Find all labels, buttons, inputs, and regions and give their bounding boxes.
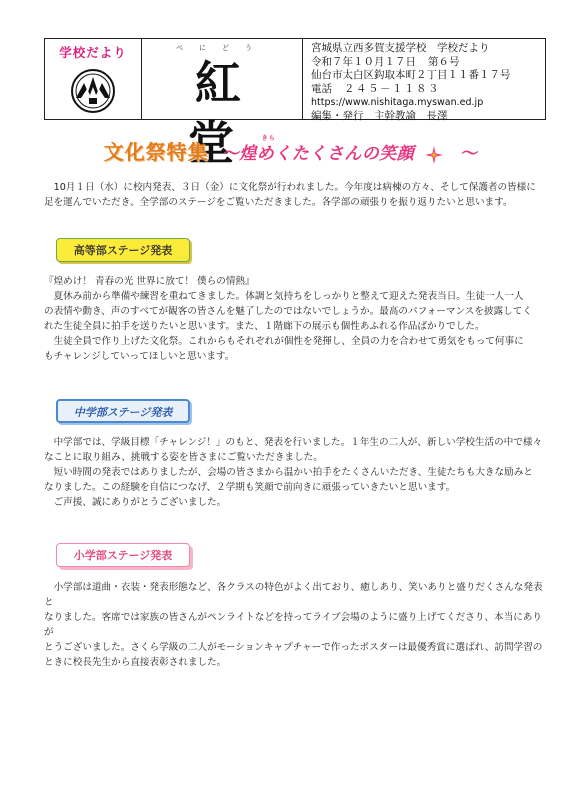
phone-label: 電話 bbox=[311, 82, 332, 95]
text-line: もチャレンジしていってほしいと思います。 bbox=[44, 351, 235, 362]
date-issue-row bbox=[311, 56, 545, 70]
text-line: 生徒全員で作り上げた文化祭。これからもそれぞれが個性を発揮し、全員の力を合わせて勇気をもって何事に bbox=[53, 336, 524, 347]
school-url[interactable]: https://www.nishitaga.myswan.ed.jp bbox=[311, 97, 484, 108]
middle-school-text bbox=[44, 435, 544, 510]
text-line: の表情や動き、声のすべてが観客の皆さんを魅了したのではないでしょうか。最高のパフォーマンスを披露してく bbox=[44, 306, 532, 317]
feature-subtitle-end: ～ bbox=[459, 144, 478, 164]
feature-title: 文化祭特集 bbox=[103, 140, 209, 164]
text-line: なりました。この経験を自信につなげ、２学期も笑顔で前向きに頑張っていきたいと思います。 bbox=[44, 482, 456, 493]
intro-line: 10月１日（水）に校内発表、３日（金）に文化祭が行われました。今年度は病棟の方々、そして保護者の皆様に bbox=[53, 182, 536, 193]
newsletter-title: 紅 堂 bbox=[188, 56, 263, 170]
feature-subtitle-text: ～煌めくたくさんの笑顔 bbox=[221, 144, 415, 164]
feature-subtitle bbox=[221, 135, 421, 164]
text-line: ときに校長先生から直接表彰されました。 bbox=[44, 657, 227, 668]
elementary-text bbox=[44, 580, 544, 670]
text-line: とうございました。さくら学級の二人がモーションキャプチャーで作ったポスターは最優秀賞に選ばれ、訪問学習の bbox=[44, 642, 543, 653]
intro-paragraph bbox=[44, 180, 544, 210]
high-school-text bbox=[44, 274, 544, 364]
section-label-elementary: 小学部ステージ発表 bbox=[56, 543, 190, 567]
editor: 編集・発行 主幹教諭 長澤 bbox=[311, 109, 448, 122]
phone-number: ２４５－１１８３ bbox=[344, 82, 440, 95]
intro-line: 足を運んでいただき、全学部のステージをご覧いただきました。各学部の頑張りを振り返りたいと思います。 bbox=[44, 197, 513, 208]
text-line: なりました。客席では家族の皆さんがペンライトなどを持ってライブ会場のように盛り上げてくださり、本当にありが bbox=[44, 612, 543, 638]
header-info bbox=[303, 39, 545, 122]
feature-heading bbox=[0, 136, 581, 165]
title-ruby: べにどう bbox=[176, 44, 268, 52]
sparkle-icon bbox=[425, 146, 443, 164]
issue-number: 第６号 bbox=[428, 55, 460, 68]
text-line: ご声援、誠にありがとうございました。 bbox=[53, 497, 227, 508]
section-label-high-school: 高等部ステージ発表 bbox=[56, 238, 190, 262]
text-line: 短い時間の発表ではありましたが、会場の皆さまから温かい拍手をたくさんいただき、生徒たちも大きな励みと bbox=[53, 467, 533, 478]
header-series-box bbox=[45, 39, 142, 119]
school-name: 宮城県立西多賀支援学校 学校だより bbox=[311, 42, 490, 54]
text-line: 『煌めけ！ 青春の光 世界に放て！ 僕らの情熱』 bbox=[44, 276, 255, 287]
phone-row bbox=[311, 83, 545, 97]
text-line: なことに取り組み、挑戦する姿を皆さまにご覧いただきました。 bbox=[44, 452, 323, 463]
issue-date: 令和７年１０月１７日 bbox=[311, 55, 416, 68]
kira-ruby: きら bbox=[261, 135, 276, 142]
school-address: 仙台市太白区鈎取本町２丁目１１番１７号 bbox=[311, 69, 511, 81]
text-line: 夏休み前から準備や練習を重ねてきました。体調と気持ちをしっかりと整えて迎えた発表当日。生徒一人一人 bbox=[53, 291, 524, 302]
series-name: 学校だより bbox=[59, 45, 127, 60]
text-line: 小学部は道曲・衣装・発表形態など、各クラスの特色がよく出ており、癒しあり、笑いありと盛りだくさんな発表と bbox=[44, 582, 543, 608]
section-label-middle-school: 中学部ステージ発表 bbox=[56, 399, 190, 423]
text-line: れた生徒全員に拍手を送りたいと思います。また、１階廊下の展示も個性あふれる作品ばかりでした。 bbox=[44, 321, 485, 332]
school-crest-icon bbox=[69, 67, 117, 115]
text-line: 中学部では、学級目標「チャレンジ！」のもと、発表を行いました。１年生の二人が、新しい学校生活の中で様々 bbox=[53, 437, 543, 448]
